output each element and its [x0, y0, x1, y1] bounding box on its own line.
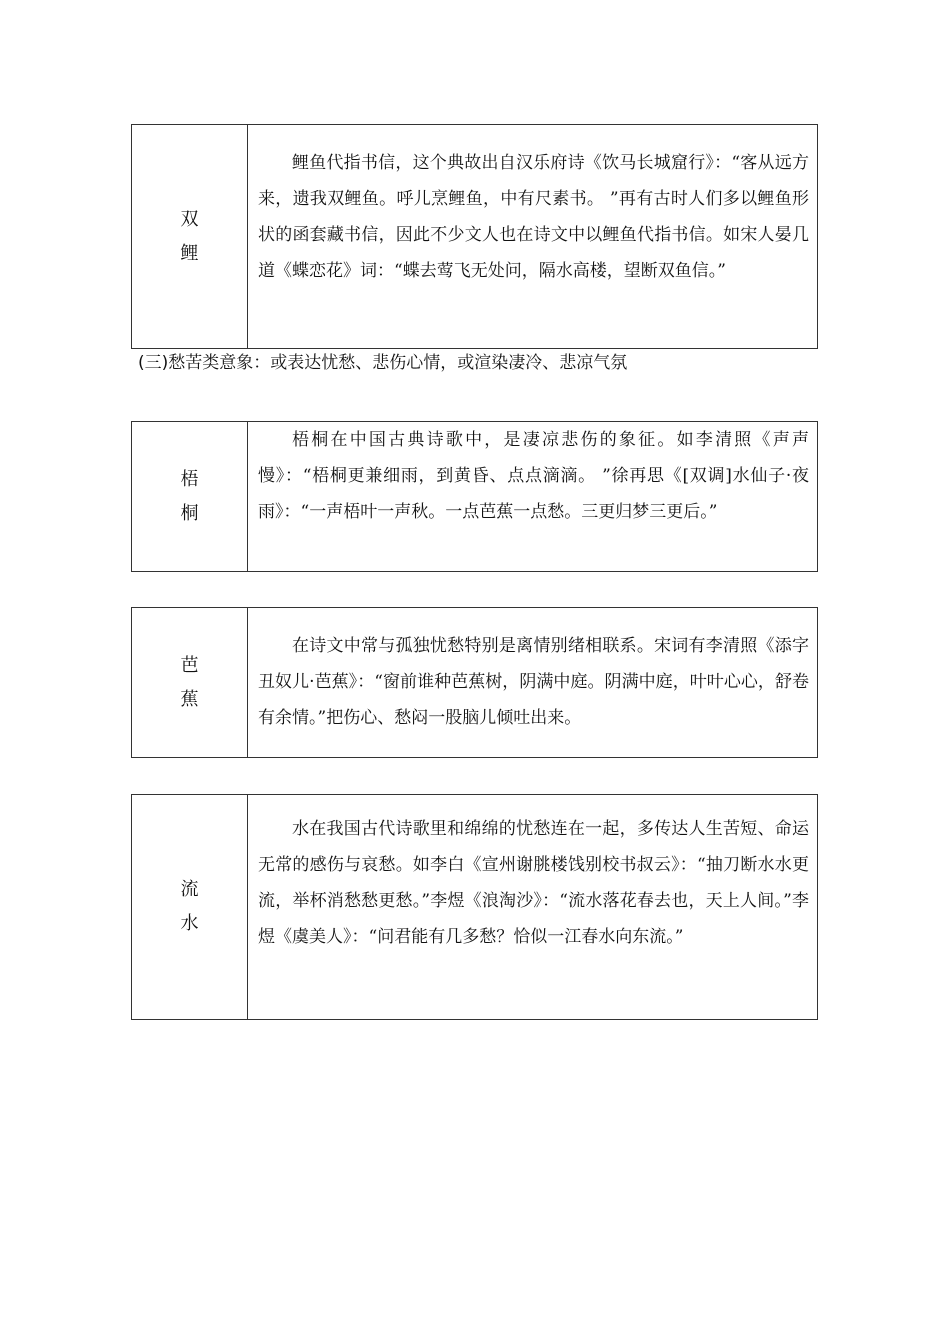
entry-box-shuangli: [131, 124, 818, 349]
entry-box-liushui: [131, 794, 818, 1020]
entry-term: [132, 125, 248, 348]
entry-description: [248, 608, 817, 757]
term-char: 梧: [180, 468, 199, 490]
entry-description: [248, 422, 817, 571]
entry-term: [132, 608, 248, 757]
term-char: 水: [180, 913, 199, 934]
term-char: 桐: [180, 502, 199, 524]
entry-text: 在诗文中常与孤独忧愁特别是离情别绪相联系。宋词有李清照《添字丑奴儿·芭蕉》：“窗前谁种芭蕉树，阴满中庭。阴满中庭，叶叶心心，舒卷有余情。”把伤心、愁闷一股脑儿倾吐出来。: [258, 636, 809, 728]
term-char: 鲤: [180, 242, 199, 264]
term-char: 双: [180, 208, 199, 230]
entry-text: 梧桐在中国古典诗歌中，是凄凉悲伤的象征。如李清照《声声慢》：“梧桐更兼细雨，到黄昏、点点滴滴。 ”徐再思《[双调]水仙子·夜雨》：“一声梧叶一声秋。一点芭蕉一点愁。三更归梦三更后。”: [258, 430, 809, 522]
entry-description: [248, 125, 817, 348]
entry-description: [248, 795, 817, 1019]
term-char: 流: [180, 879, 199, 900]
term-char: 蕉: [180, 688, 199, 710]
entry-term: [132, 795, 248, 1019]
entry-text: 鲤鱼代指书信，这个典故出自汉乐府诗《饮马长城窟行》：“客从远方来，遗我双鲤鱼。呼儿烹鲤鱼，中有尺素书。 ”再有古时人们多以鲤鱼形状的函套藏书信，因此不少文人也在诗文中以鲤鱼代指书信。如宋人晏几道《蝶恋花》词：“蝶去莺飞无处问，隔水高楼，望断双鱼信。”: [258, 153, 809, 281]
entry-box-bajiao: [131, 607, 818, 758]
entry-text: 水在我国古代诗歌里和绵绵的忧愁连在一起，多传达人生苦短、命运无常的感伤与哀愁。如李白《宣州谢朓楼饯别校书叔云》：“抽刀断水水更流，举杯消愁愁更愁。”李煜《浪淘沙》：“流水落花春去也，天上人间。”李煜《虞美人》：“问君能有几多愁？恰似一江春水向东流。”: [258, 819, 809, 947]
section-heading: (三)愁苦类意象：或表达忧愁、悲伤心情，或渲染凄冷、悲凉气氛: [138, 353, 628, 373]
entry-term: [132, 422, 248, 571]
term-char: 芭: [180, 654, 199, 676]
entry-box-wutong: [131, 421, 818, 572]
